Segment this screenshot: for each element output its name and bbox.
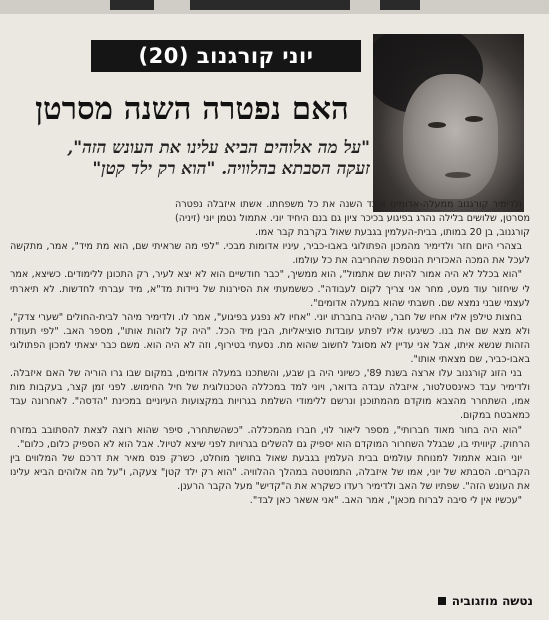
subheadline bbox=[14, 138, 370, 180]
top-band-block bbox=[380, 0, 420, 10]
paragraph: "הוא היה בחור מאוד חברותי", מספר ליאור לוי, חברו מהמכללה. "כשהשתחרר, סיפר שהוא רוצה לצאת להסתובב במזרח הרחוק. קיוויתי בו, שבגלל השחרור המוקדם הוא יספיק גם להשלים בגרויות לפני שיצא לטיול. אבל הוא לא הספיק כלום, כלום". bbox=[10, 424, 530, 450]
paragraph: "הוא בכלל לא היה אמור להיות שם אתמול", הוא ממשיך, "כבר חודשיים הוא לא יצא לעיר, רק התכונן ללימודים. כשיצא, אמר לי שיחזור עוד מעט, מחר אני צריך לקום לעבודה". כששמעתי את הסירנות של ניידות מד"א, מיד עברתי לחדשות. לא תיארתי לעצמי שבני נמצא שם. חשבתי שהוא במעלה אדומים". bbox=[10, 269, 530, 309]
paragraph: ולדימיר קורגנוב ממעלה-אדומים איבד השנה את כל משפחתו. אשתו איזבלה נפטרה מסרטן, שלושים בלילה נהרג בפיגוע בכיכר ציון גם בנם היחיד יוני. אתמול נטמן יוני (זיניה) קורגנוב, בן 20 במותו, בבית-העלמין בגבעת שאול בקרבת קבר אמו. bbox=[175, 199, 530, 239]
paragraph: בצהרי היום חזר ולדימיר מהמכון הפתולוגי באבו-כביר, עיניו אדומות מבכי. "לפי מה שראיתי שם, הוא מת מיד", אמר, מתקשה לעכל את המכה האכזרית הנוספת שהחריבה את כל עולמו. bbox=[10, 241, 530, 267]
top-band-block bbox=[190, 0, 350, 10]
top-band bbox=[0, 0, 549, 14]
subheadline-line: זעקה הסבתא בהלוויה. "הוא רק ילד קטן" bbox=[92, 159, 370, 179]
top-band-block bbox=[110, 0, 154, 10]
headline: האם נפטרה השנה מסרטן bbox=[35, 91, 349, 127]
byline bbox=[438, 594, 533, 608]
article-body bbox=[10, 198, 530, 508]
byline-author: נטשה מוזגוביה bbox=[451, 594, 533, 608]
subheadline-line: "על מה אלוהים הביא עלינו את העונש הזה", bbox=[67, 138, 370, 158]
paragraph: בני הזוג קורגנוב עלו ארצה בשנת 89', כשיוני היה בן שבע, והשתכנו במעלה אדומים, במקום שבו גרו הוריה של האם איזבלה. ולדימיר עבד כאינסטלטור, איזבלה עבדה בדואר, ויוני למד במכללה הטכנולוגית של חיל החימוש. לפני זמן קצר, בעקבות מות אמו, השתחרר מהצבא מוקדם מהמתוכנן ונרשם ללימודי השלמת בגרויות במקצועות העיוניים במכינת "הדסה". לאחרונה עבד כמאבטח במקום. bbox=[10, 368, 530, 422]
paragraph: יוני הובא אתמול למנוחת עולמים בבית העלמין בגבעת שאול בחושך מוחלט, כשרק פנס מאיר את דרכם של המלווים בין הקברים. הסבתא של יוני, אמו של איזבלה, התמוטטה במהלך ההלוויה. "הוא רק ילד קטן" צעקה, ו"על מה אלוהים הביא עלינו את העונש הזה". שפתיו של האב ולדימיר רעדו כשקרא את ה"קדיש" מעל הקבר הרענן. bbox=[10, 452, 530, 492]
paragraph: בחצות טילפן אליו אחיו של חבר, שהיה בחברתו יוני. "אחיו לא נפגע בפיגוע", אמר לו. ולדימיר מיהר לבית-החולים "שערי צדק", ולא מצא שם את בנו. כשיגעו אליו לפתע עובדות סוציאליות, הבין מיד הכל. "היה קל לזהות אותו", מספר האב. "לפי תעודת הזהות שנשא איתו, אבל אני עדיין לא מסוגל לחשוב שהוא מת. נסעתי בטירוף, וזה לא היה הוא. משם כבר יצאתי למכון הפתולוגי באבו-כביר, שם מצאתי אותו". bbox=[10, 311, 530, 366]
name-box: יוני קורגנוב (20) bbox=[91, 40, 361, 72]
byline-square-icon bbox=[438, 597, 446, 605]
paragraph: "עכשיו אין לי סיבה לברוח מכאן", אמר האב. "אני אשאר כאן לבד". bbox=[249, 494, 522, 506]
portrait-photo bbox=[373, 34, 524, 212]
